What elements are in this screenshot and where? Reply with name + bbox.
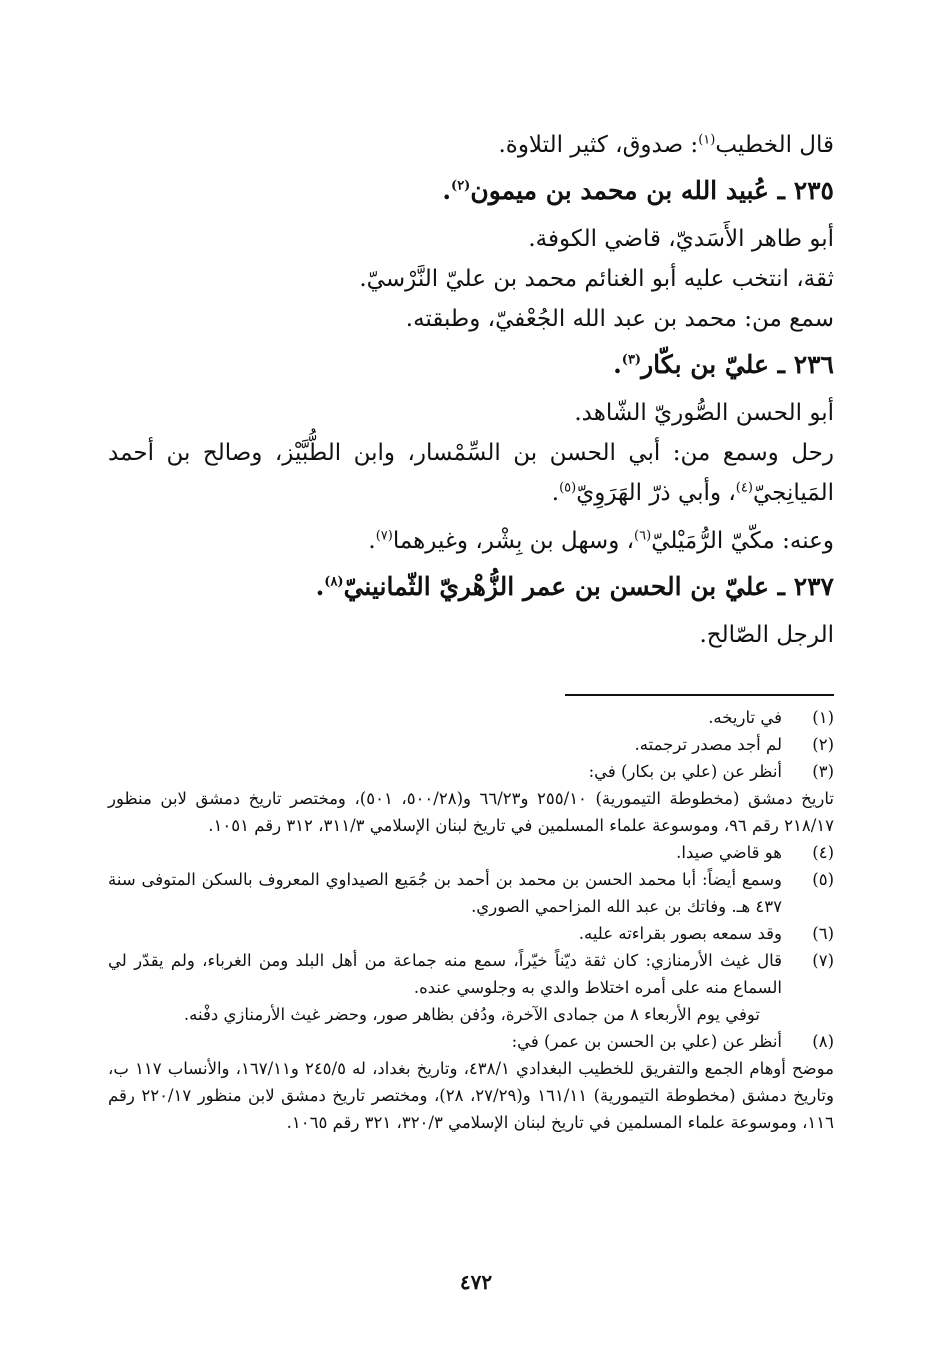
paragraph: الرجل الصّالح. (699, 622, 834, 648)
footnote-divider (565, 694, 834, 696)
footnote-number: (٧) (812, 951, 834, 970)
paragraph: أبو طاهر الأَسَديّ، قاضي الكوفة. (528, 226, 834, 252)
page-number: ٤٧٢ (459, 1270, 493, 1294)
text: رحل وسمع من: أبي الحسن بن السِّمْسار، وابن الطُّبَّيْز، وصالح بن أحمد المَيانِجيّ (108, 440, 834, 506)
footnote-number: (٣) (812, 762, 834, 781)
footnote-ref[interactable]: (١) (698, 132, 716, 148)
footnote-number: (٥) (812, 870, 834, 889)
footnote (108, 947, 834, 1028)
footnote-number: (٨) (812, 1032, 834, 1051)
footnote (108, 839, 834, 866)
entry-heading: ٢٣٧ ـ عليّ بن الحسن بن عمر الزُّهْريّ الثّمانينيّ$^{(٨)}$. (315, 572, 834, 601)
paragraph: ثقة، انتخب عليه أبو الغنائم محمد بن عليّ النَّرْسيّ. (359, 266, 834, 292)
footnote-number: (٤) (812, 843, 834, 862)
text: ، وسهل بن بِشْر، وغيرهما (392, 528, 635, 554)
footnote (108, 920, 834, 947)
footnote-text: تاريخ دمشق (مخطوطة التيمورية) ٢٥٥/١٠ و٦٦/٢٣ و(٥٠٠/٢٨، ٥٠١)، ومختصر تاريخ دمشق لابن منظور ٢١٨/١٧ رقم ٩٦، وموسوعة علماء المسلمين في تاريخ لبنان الإسلامي ٣١١/٣، ٣١٢ رقم ١٠٥١. (108, 789, 835, 835)
text: : صدوق، كثير التلاوة. (498, 132, 699, 158)
footnote (108, 704, 834, 731)
footnote-number: (١) (812, 708, 834, 727)
footnote-text: توفي يوم الأربعاء ٨ من جمادى الآخرة، ودُفن بظاهر صور، وحضر غيث الأرمنازي دفْنه. (183, 1005, 760, 1024)
footnote-text: وقد سمعه بصور بقراءته عليه. (578, 924, 782, 943)
footnote-text: قال غيث الأرمنازي: كان ثقة ديّناً خيّراً، سمع منه جماعة من أهل البلد ومن الغرباء، ولم يقدّر لي السماع منه على أمره اختلاط والدي به وجلوسي عنده. (108, 951, 782, 997)
footnote (108, 758, 834, 839)
paragraph: وعنه: مكّيّ الرُّمَيْليّ$^{(٦)}$، وسهل بن بِشْر، وغيرهما$^{(٧)}$. (368, 528, 834, 554)
footnote-ref[interactable]: (٧) (375, 528, 393, 544)
footnote-text: لم أجد مصدر ترجمته. (634, 735, 782, 754)
paragraph: أبو الحسن الصُّوريّ الشّاهد. (574, 400, 834, 426)
paragraph: سمع من: محمد بن عبد الله الجُعْفيّ، وطبقته. (405, 306, 834, 332)
footnote-text: موضح أوهام الجمع والتفريق للخطيب البغدادي ٤٣٨/١، وتاريخ بغداد، له ٢٤٥/٥ و١٦٧/١١، والأنساب ١١٧ ب، وتاريخ دمشق (مخطوطة التيمورية) ١٦١/١١ و(٢٧/٢٩، ٢٨)، ومختصر تاريخ دمشق لابن منظور ٢٢٠/١٧ رقم ١١٦، وموسوعة علماء المسلمين في تاريخ لبنان الإسلامي ٣٢٠/٣، ٣٢١ رقم ١٠٦٥. (108, 1059, 835, 1132)
footnote-text: في تاريخه. (708, 708, 782, 727)
paragraph: رحل وسمع من: أبي الحسن بن السِّمْسار، وابن الطُّبَّيْز، وصالح بن أحمد المَيانِجيّ$^{(٤)}$، وأبي ذرّ الهَرَوِيّ$^{(٥)}$. (108, 440, 834, 506)
footnote (108, 866, 834, 920)
footnote-ref[interactable]: (٣) (621, 352, 642, 368)
footnote-number: (٢) (812, 735, 834, 754)
paragraph (108, 125, 834, 165)
entry-heading: ٢٣٥ ـ عُبيد الله بن محمد بن ميمون$^{(٢)}$. (442, 176, 834, 205)
entry-title: ٢٣٥ ـ عُبيد الله بن محمد بن ميمون (470, 176, 834, 205)
entry-title: ٢٣٦ ـ عليّ بن بكّار (641, 350, 834, 379)
footnote-text: أنظر عن (علي بن الحسن بن عمر) في: (511, 1032, 782, 1051)
entry-title: ٢٣٧ ـ عليّ بن الحسن بن عمر الزُّهْريّ الثّمانينيّ (343, 572, 834, 601)
footnote-number: (٦) (812, 924, 834, 943)
footnote-text: هو قاضي صيدا. (676, 843, 782, 862)
main-text (108, 125, 834, 655)
footnote-ref[interactable]: (٨) (324, 574, 344, 590)
footnote-ref[interactable]: (٢) (451, 178, 471, 194)
text: قال الخطيب (715, 132, 834, 158)
footnote-ref[interactable]: (٦) (634, 528, 652, 544)
text: ، وأبي ذرّ الهَرَوِيّ (576, 480, 736, 506)
footnotes (108, 704, 834, 1136)
footnote (108, 731, 834, 758)
footnote-ref[interactable]: (٤) (735, 480, 753, 496)
footnote-ref[interactable]: (٥) (559, 480, 577, 496)
entry-heading: ٢٣٦ ـ عليّ بن بكّار$^{(٣)}$. (613, 350, 834, 379)
footnote (108, 1028, 834, 1136)
text: وعنه: مكّيّ الرُّمَيْليّ (651, 528, 834, 554)
footnote-text: أنظر عن (علي بن بكار) في: (588, 762, 782, 781)
footnote-text: وسمع أيضاً: أبا محمد الحسن بن محمد بن أحمد بن جُمَيع الصيداوي المعروف بالسكن المتوفى سنة ٤٣٧ هـ. وفاتك بن عبد الله المزاحمي الصوري. (108, 870, 782, 916)
